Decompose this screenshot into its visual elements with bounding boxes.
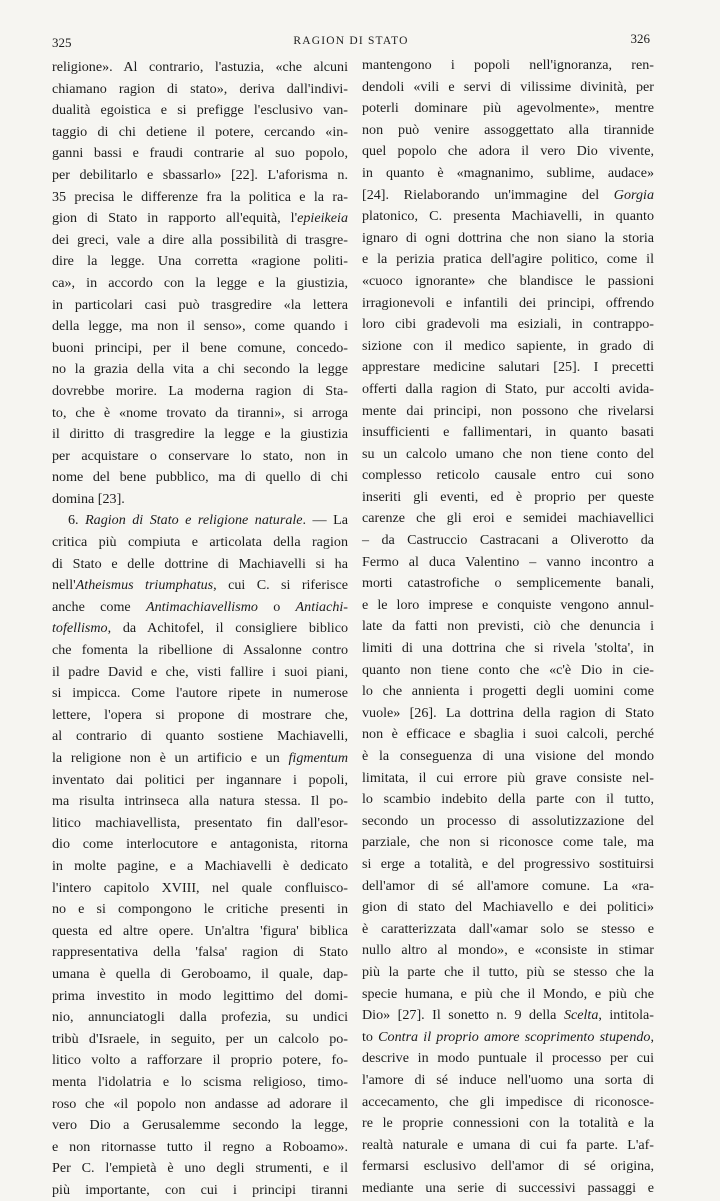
text-line: quanto non tiene conto che «c'è Dio in cie-: [362, 661, 654, 678]
page-number-right: 326: [630, 31, 650, 46]
text-line: litico volto a rafforzare il proprio potere, fo-: [52, 1052, 348, 1069]
text-line: il diritto di trasgredire la legge e la giustizia: [52, 426, 348, 443]
text-line: to Contra il proprio amore scoprimento stupendo,: [362, 1028, 654, 1045]
text-line: critica più compiuta e articolata della ragion: [52, 534, 348, 551]
text-line: si erge a totalità, e del progressivo sostituirsi: [362, 855, 654, 872]
text-line: il padre David e che, visti fallire i suoi piani,: [52, 663, 348, 680]
text-line: no la grazia della vita a chi secondo la legge: [52, 361, 348, 378]
text-line: insufficienti e fallimentari, in quanto basati: [362, 424, 654, 441]
text-line: dio come interlocutore e antagonista, ritorna: [52, 836, 348, 853]
text-line: in quanto è «magnanimo, sublime, audace»: [362, 164, 654, 181]
text-line: complesso reticolo causale entro cui sono: [362, 467, 654, 484]
text-line: buoni principi, per il bene comune, concedo-: [52, 339, 348, 356]
text-line: ca», in accordo con la legge e la giustizia,: [52, 274, 348, 291]
text-line: di Stato e delle dottrine di Machiavelli si ha: [52, 555, 348, 572]
text-line: carenze che gli eroi e semidei machiavellici: [362, 510, 654, 527]
text-line: lo scambio indebito della parte con il tutto,: [362, 791, 654, 808]
text-line: nell'Atheismus triumphatus, cui C. si riferisce: [52, 577, 348, 594]
text-line: si impicca. Come l'autore ripete in numerose: [52, 685, 348, 702]
text-line: Fermo al duca Valentino – vanno incontro a: [362, 553, 654, 570]
text-line: lettere, l'opera si propone di mostrare che,: [52, 706, 348, 723]
text-line: dualità egoistica e si prefigge l'esclusivo van-: [52, 102, 348, 119]
text-line: ganni bassi e fraudi contrarie al suo popolo,: [52, 145, 348, 162]
text-line: la religione non è un artificio e un figmentum: [52, 750, 348, 766]
text-line: su un calcolo umano che non tiene conto del: [362, 445, 654, 462]
text-line: limitata, il cui errore più grave consiste nel-: [362, 769, 654, 786]
text-line: ignaro di ogni dottrina che non siano la storia: [362, 229, 654, 246]
text-line: nio, annunciatogli dalla profezia, su undici: [52, 1009, 348, 1026]
text-line: sizione con il medico sapiente, in grado di: [362, 337, 654, 354]
text-line: prima investito in modo legittimo del domi-: [52, 987, 348, 1004]
text-line: dendoli «vili e servi di vilissime divinità, per: [362, 78, 654, 95]
text-line: al contrario di quanto sostiene Machiavelli,: [52, 728, 348, 745]
text-line: della legge, ma non il senso», come quando i: [52, 318, 348, 335]
text-line: ma risulta intrinseca alla natura stessa. Il po-: [52, 793, 348, 810]
text-line: Dio» [27]. Il sonetto n. 9 della Scelta, intitola-: [362, 1007, 655, 1024]
text-line: dei greci, vale a dire alla possibilità di trasgre-: [52, 231, 348, 248]
text-line: to, che è «nome trovato da tiranni», si arroga: [52, 404, 348, 421]
text-line: che fomenta la ribellione di Assalonne contro: [52, 642, 348, 659]
text-line: specie humana, e più che il Mondo, e più che: [362, 985, 654, 1002]
text-line: platonico, C. presenta Machiavelli, in quanto: [362, 208, 654, 225]
text-line: non è efficace e sbaglia i suoi calcoli, perché: [362, 726, 654, 743]
text-line: e le loro imprese e conquiste vengono annul-: [362, 596, 654, 613]
text-line: poterli dominare più agevolmente», mentre: [362, 100, 654, 117]
text-line: tofellismo, da Achitofel, il consigliere biblico: [52, 620, 348, 637]
text-line: vuole» [26]. La dottrina della ragion di Stato: [362, 704, 654, 721]
page-number-left: 325: [52, 35, 72, 50]
text-line: tribù d'Israele, in seguito, per un calcolo po-: [52, 1030, 348, 1047]
text-line: litico machiavellista, presentato fin dall'esor-: [52, 814, 348, 831]
text-line: gion di Stato in rapporto all'equità, l'epieikeia: [52, 210, 348, 227]
text-line: – da Castruccio Castracani a Oliverotto da: [362, 532, 654, 549]
text-line: più importante, con cui i principi tiranni: [52, 1181, 348, 1198]
text-line: taggio di chi detiene il potere, cercando «in-: [52, 123, 348, 140]
running-header: [52, 31, 650, 53]
text-line: 35 precisa le differenze fra la politica e la ra-: [52, 188, 348, 205]
left-column: [52, 57, 348, 1201]
text-line: parziale, che non si riconosce come tale, ma: [362, 834, 654, 851]
text-line: accecamento, che gli impedisce di riconosce-: [362, 1093, 654, 1110]
text-line: vero Dio a Gerusalemme secondo la legge,: [52, 1117, 348, 1134]
text-line: e la perizia pratica dell'agire politico, come il: [362, 251, 654, 268]
text-line: domina [23].: [52, 490, 125, 507]
text-line: no e si compongono le critiche presenti in: [52, 901, 348, 918]
text-line: nome del bene pubblico, ma di quello di chi: [52, 469, 348, 486]
text-line: mente dai principi, non possono che rivelarsi: [362, 402, 654, 419]
text-line: descrive in modo puntuale il processo per cui: [362, 1050, 654, 1067]
text-line: inseriti gli eventi, ed è proprio per queste: [362, 488, 654, 505]
text-line: secondo un processo di assolutizzazione del: [362, 812, 654, 829]
text-line: umana è quella di Geroboamo, il quale, dap-: [52, 965, 348, 982]
running-title: RAGION DI STATO: [293, 35, 409, 47]
text-line: dovrebbe morire. La moderna ragion di Sta-: [52, 382, 348, 399]
text-line: gion di stato del Machiavello e dei politici»: [362, 899, 654, 916]
text-line: realtà naturale e umana di cui fa parte. L'af-: [362, 1136, 654, 1153]
text-line: anche come Antimachiavellismo o Antiachi-: [52, 598, 348, 615]
text-line: loro cibi gradevoli ma esiziali, in contrappo-: [362, 316, 654, 333]
text-line: offerti dalla ragion di Stato, pur accolti avida-: [362, 380, 654, 397]
text-line: lo che annienta i progetti degli uomini come: [362, 683, 654, 700]
text-line: «cuoco ignorante» che blandisce le passioni: [362, 272, 654, 289]
text-line: chiamano ragion di stato», deriva dall'indivi-: [52, 80, 348, 97]
text-line: questa ed altre opere. Un'altra 'figura' biblica: [52, 922, 348, 939]
text-line: è la conseguenza di una visione del mondo: [362, 748, 654, 764]
text-line: l'amore di sé induce nell'uomo una sorta di: [362, 1071, 654, 1088]
text-line: è caratterizzata dall'«amar solo se stesso e: [362, 920, 654, 937]
text-line: non può venire assoggettato alla tirannide: [362, 121, 654, 138]
text-line: mediante una serie di successivi passaggi e: [362, 1179, 654, 1196]
text-line: dell'amor di sé all'amore comune. La «ra-: [362, 877, 654, 894]
text-line: mantengono i popoli nell'ignoranza, ren-: [362, 57, 654, 73]
text-line: menta l'idolatria e lo scisma religioso, timo-: [52, 1073, 348, 1090]
right-column: [362, 55, 654, 1199]
text-line: re le proprie connessioni con la totalità e la: [362, 1115, 654, 1132]
text-line: late da fatti non previsti, ciò che denuncia i: [362, 618, 654, 635]
text-line: in molte pagine, e a Machiavelli è dedicato: [52, 857, 348, 874]
text-line: morti catastrofiche o semplicemente banali,: [362, 575, 654, 592]
text-line: l'intero capitolo XVIII, nel quale confluisco-: [52, 879, 348, 896]
text-line: per debilitarlo e sbassarlo» [22]. L'aforisma n.: [52, 166, 348, 183]
text-line: irragionevoli e infantili dei principi, offrendo: [362, 294, 654, 311]
text-line: dire la legge. Una corretta «ragione politi-: [52, 253, 348, 270]
text-line: per acquistare o conservare lo stato, non in: [52, 447, 348, 464]
text-line: rappresentativa della 'falsa' ragion di Stato: [52, 944, 348, 961]
text-line: inventato dai politici per ingannare i popoli,: [52, 771, 348, 788]
text-line: più la parte che il tutto, più se stesso che la: [362, 963, 654, 980]
text-line: fermarsi esclusivo dell'amor di sé origina,: [362, 1158, 654, 1175]
text-line: [24]. Rielaborando un'immagine del Gorgia: [362, 186, 654, 203]
text-line: nullo altro al mondo», e «consiste in stimar: [362, 942, 654, 959]
text-line: in particolari casi può trasgredire «la lettera: [52, 296, 348, 313]
text-line: e non ritornasse tutto il regno a Roboamo».: [52, 1138, 348, 1155]
text-line: roso che «il popolo non andasse ad adorare il: [52, 1095, 348, 1112]
text-line: quel popolo che adora il vero Dio vivente,: [362, 143, 654, 160]
text-line: apprestare medicine salutari [25]. I precetti: [362, 359, 654, 376]
text-line: religione». Al contrario, l'astuzia, «che alcuni: [52, 59, 348, 75]
text-line: limiti di una dottrina che si rivela 'stolta', in: [362, 640, 654, 657]
text-line: 6. Ragion di Stato e religione naturale. — La: [68, 512, 349, 529]
text-line: Per C. l'empietà è uno degli strumenti, e il: [52, 1160, 348, 1177]
